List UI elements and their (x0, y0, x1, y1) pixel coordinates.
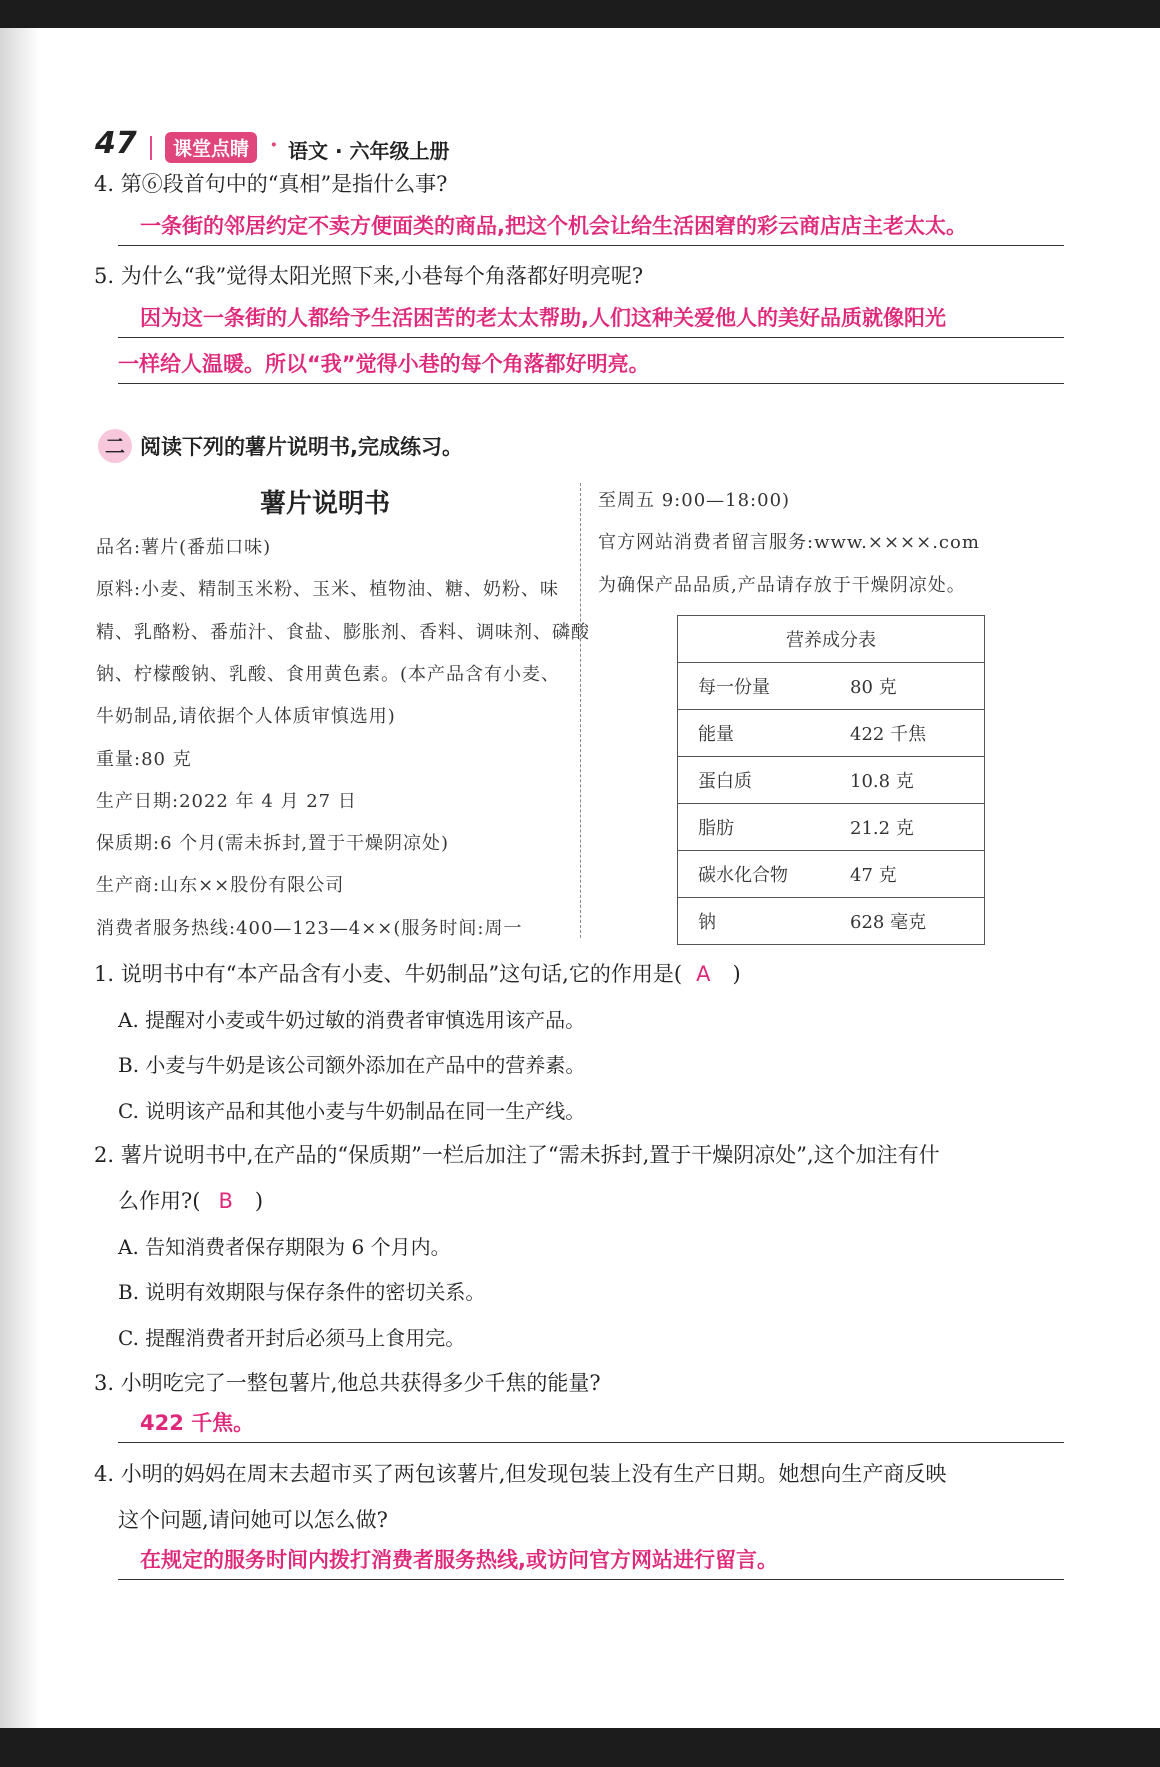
answer-5-line2: 一样给人温暖。所以“我”觉得小巷的每个角落都好明亮。 (118, 344, 1064, 384)
leaflet-line: 精、乳酪粉、番茄汁、食盐、膨胀剂、香料、调味剂、磷酸 (96, 622, 590, 643)
leaflet-right-line: 官方网站消费者留言服务:www.××××.com (598, 532, 980, 553)
table-cell-key: 蛋白质 (678, 757, 850, 804)
exercise-4-answer: 在规定的服务时间内拨打消费者服务热线,或访问官方网站进行留言。 (118, 1540, 1064, 1580)
table-cell-value: 422 千焦 (849, 710, 985, 757)
header-subtitle: 语文 · 六年级上册 (288, 139, 450, 163)
nutrition-table (677, 615, 985, 945)
leaflet-line: 消费者服务热线:400—123—4××(服务时间:周一 (96, 918, 523, 939)
question-5-part1: 5. 为什么“我”觉得太阳光照下来,小巷每个角落都好明亮呢? (94, 264, 644, 288)
section-title: 阅读下列的薯片说明书,完成练习。 (140, 435, 463, 459)
close-paren: ) (254, 1189, 264, 1213)
exercise-3-question: 3. 小明吃完了一整包薯片,他总共获得多少千焦的能量? (94, 1371, 601, 1395)
table-cell-value: 21.2 克 (849, 804, 985, 851)
workbook-page (0, 28, 1160, 1728)
table-cell-key: 钠 (678, 898, 850, 945)
exercise-1-option-c: C. 说明该产品和其他小麦与牛奶制品在同一生产线。 (118, 1099, 586, 1123)
section-number: 二 (105, 434, 125, 458)
leaflet-column-divider (580, 483, 581, 938)
table-row (678, 757, 985, 804)
table-cell-key: 碳水化合物 (678, 851, 850, 898)
leaflet-line: 原料:小麦、精制玉米粉、玉米、植物油、糖、奶粉、味 (96, 579, 560, 600)
leaflet-title: 薯片说明书 (260, 489, 391, 519)
table-cell-key: 每一份量 (678, 663, 850, 710)
exercise-3-answer: 422 千焦。 (118, 1403, 1064, 1443)
table-cell-key: 能量 (678, 710, 850, 757)
leaflet-right-line: 为确保产品品质,产品请存放于干燥阴凉处。 (598, 575, 966, 596)
page-edge-shadow (0, 28, 40, 1728)
close-paren: ) (732, 962, 741, 986)
table-cell-key: 脂肪 (678, 804, 850, 851)
answer-4-part1: 一条街的邻居约定不卖方便面类的商品,把这个机会让给生活困窘的彩云商店店主老太太。 (118, 206, 1064, 246)
table-row (678, 804, 985, 851)
page-number: 47 (95, 126, 137, 161)
leaflet-right-line: 至周五 9:00—18:00) (598, 490, 791, 511)
leaflet-line: 钠、柠檬酸钠、乳酸、食用黄色素。(本产品含有小麦、 (96, 664, 561, 685)
leaflet-line: 生产商:山东××股份有限公司 (96, 875, 345, 896)
leaflet-line: 牛奶制品,请依据个人体质审慎选用) (96, 706, 396, 727)
header-divider (150, 136, 152, 160)
exercise-2-option-c: C. 提醒消费者开封后必须马上食用完。 (118, 1326, 466, 1350)
exercise-2-option-a: A. 告知消费者保存期限为 6 个月内。 (118, 1235, 451, 1259)
exercise-2-answer: B (218, 1189, 233, 1213)
exercise-4-question-line2: 这个问题,请问她可以怎么做? (118, 1508, 388, 1532)
table-cell-value: 47 克 (849, 851, 985, 898)
table-cell-value: 80 克 (849, 663, 985, 710)
exercise-1-option-b: B. 小麦与牛奶是该公司额外添加在产品中的营养素。 (118, 1053, 586, 1077)
exercise-1-text: 1. 说明书中有“本产品含有小麦、牛奶制品”这句话,它的作用是( (94, 962, 683, 986)
exercise-1-answer: A (696, 962, 711, 986)
nutrition-table-title: 营养成分表 (678, 616, 985, 663)
header-dot: · (270, 132, 278, 158)
leaflet-line: 保质期:6 个月(需未拆封,置于干燥阴凉处) (96, 833, 450, 854)
answer-5-line1: 因为这一条街的人都给予生活困苦的老太太帮助,人们这种关爱他人的美好品质就像阳光 (118, 298, 1064, 338)
exercise-2-question-line1: 2. 薯片说明书中,在产品的“保质期”一栏后加注了“需未拆封,置于干燥阴凉处”,这个加注有什 (94, 1143, 940, 1167)
exercise-1-question (94, 958, 741, 988)
question-4-part1: 4. 第⑥段首句中的“真相”是指什么事? (94, 172, 448, 196)
table-row (678, 710, 985, 757)
leaflet-line: 品名:薯片(番茄口味) (96, 537, 272, 558)
table-row (678, 898, 985, 945)
table-cell-value: 10.8 克 (849, 757, 985, 804)
leaflet-line: 生产日期:2022 年 4 月 27 日 (96, 791, 357, 812)
table-row (678, 663, 985, 710)
exercise-2-text: 么作用?( (118, 1189, 201, 1213)
exercise-4-question-line1: 4. 小明的妈妈在周末去超市买了两包该薯片,但发现包装上没有生产日期。她想向生产商反映 (94, 1462, 947, 1486)
table-cell-value: 628 毫克 (849, 898, 985, 945)
exercise-2-question-line2 (118, 1185, 263, 1215)
table-row (678, 851, 985, 898)
header-badge: 课堂点睛 (165, 132, 257, 163)
exercise-2-option-b: B. 说明有效期限与保存条件的密切关系。 (118, 1280, 486, 1304)
leaflet-line: 重量:80 克 (96, 749, 192, 770)
exercise-1-option-a: A. 提醒对小麦或牛奶过敏的消费者审慎选用该产品。 (118, 1008, 586, 1032)
